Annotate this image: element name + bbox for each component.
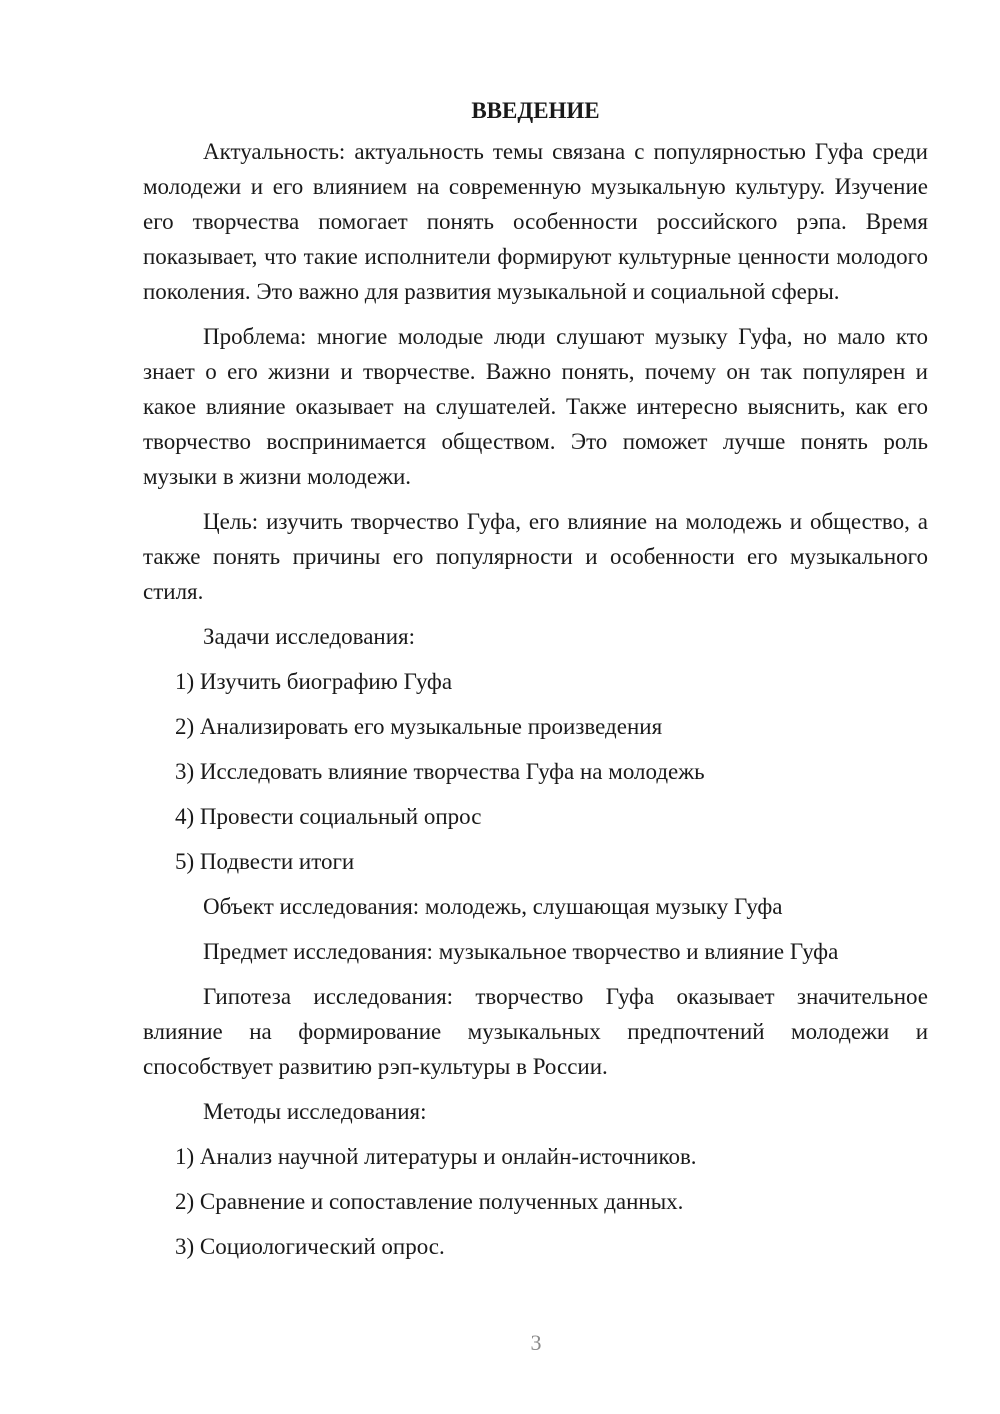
hypothesis-paragraph: Гипотеза исследования: творчество Гуфа оказывает значительное влияние на формирование музыкальных предпочтений молодежи и способствует развитию рэп-культуры в России. bbox=[143, 984, 928, 1079]
method-item: 2) Сравнение и сопоставление полученных данных. bbox=[175, 1189, 684, 1214]
task-item: 2) Анализировать его музыкальные произведения bbox=[175, 714, 663, 739]
method-item: 3) Социологический опрос. bbox=[175, 1234, 445, 1259]
method-item: 1) Анализ научной литературы и онлайн-источников. bbox=[175, 1144, 697, 1169]
task-item: 4) Провести социальный опрос bbox=[175, 804, 482, 829]
problem-paragraph: Проблема: многие молодые люди слушают музыку Гуфа, но мало кто знает о его жизни и творчестве. Важно понять, почему он так популярен и какое влияние оказывает на слушателей. Также интересно выяснить, как его творчество воспринимается обществом. Это поможет лучше понять роль музыки в жизни молодежи. bbox=[143, 324, 928, 489]
research-object: Объект исследования: молодежь, слушающая музыку Гуфа bbox=[203, 894, 783, 919]
research-subject: Предмет исследования: музыкальное творчество и влияние Гуфа bbox=[203, 939, 839, 964]
task-item: 1) Изучить биографию Гуфа bbox=[175, 669, 453, 694]
goal-paragraph: Цель: изучить творчество Гуфа, его влияние на молодежь и общество, а также понять причины его популярности и особенности его музыкального стиля. bbox=[143, 509, 928, 604]
task-item: 3) Исследовать влияние творчества Гуфа на молодежь bbox=[175, 759, 705, 784]
relevance-paragraph: Актуальность: актуальность темы связана с популярностью Гуфа среди молодежи и его влиянием на современную музыкальную культуру. Изучение его творчества помогает понять особенности российского рэпа. Время показывает, что такие исполнители формируют культурные ценности молодого поколения. Это важно для развития музыкальной и социальной сферы. bbox=[143, 139, 928, 304]
section-heading: ВВЕДЕНИЕ bbox=[471, 98, 600, 123]
page-content bbox=[143, 96, 928, 1274]
task-item: 5) Подвести итоги bbox=[175, 849, 355, 874]
tasks-heading: Задачи исследования: bbox=[203, 624, 416, 649]
methods-heading: Методы исследования: bbox=[203, 1099, 427, 1124]
page-number: 3 bbox=[530, 1330, 542, 1355]
